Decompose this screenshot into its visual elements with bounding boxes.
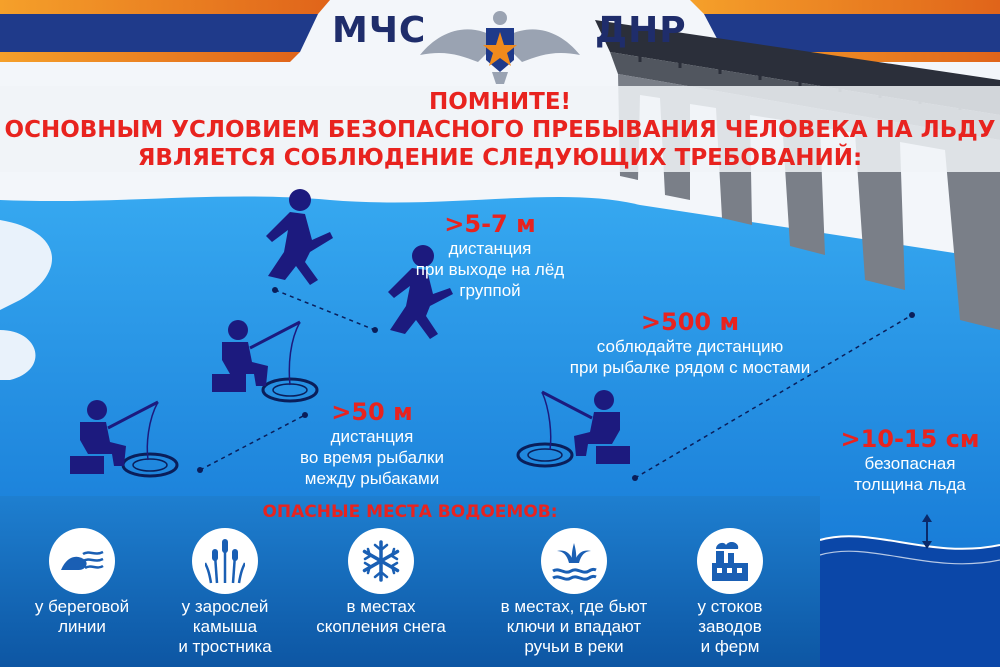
- fishing-distance-line: во время рыбалки: [300, 448, 444, 467]
- place-reeds: [140, 528, 310, 657]
- spring-icon: [541, 528, 607, 594]
- bridge-distance-label: [550, 308, 830, 378]
- group-distance-line: группой: [459, 281, 521, 300]
- header-stripes-left: [0, 0, 330, 62]
- fishing-distance-line: дистанция: [330, 427, 414, 446]
- ice-thickness-line: толщина льда: [854, 475, 966, 494]
- header-right-text: ДНР: [595, 10, 687, 51]
- place-label: у береговой линии: [34, 597, 130, 636]
- place-label: у стоков заводов и ферм: [697, 597, 763, 656]
- group-distance-value: >5-7 м: [444, 210, 536, 238]
- header-left-text: МЧС: [332, 10, 427, 51]
- banner-line-3: ЯВЛЯЕТСЯ СОБЛЮДЕНИЕ СЛЕДУЮЩИХ ТРЕБОВАНИЙ:: [137, 145, 863, 171]
- banner-line-1: ПОМНИТЕ!: [428, 89, 572, 115]
- banner-line-2: ОСНОВНЫМ УСЛОВИЕМ БЕЗОПАСНОГО ПРЕБЫВАНИЯ ЧЕЛОВЕКА НА ЛЬДУ: [4, 117, 996, 143]
- reeds-icon: [192, 528, 258, 594]
- ice-thickness-line: безопасная: [864, 454, 956, 473]
- group-distance-line: при выходе на лёд: [415, 260, 565, 279]
- place-factories: [645, 528, 815, 657]
- bridge-distance-value: >500 м: [640, 308, 740, 336]
- place-label: у зарослей камыша и тростника: [178, 597, 272, 656]
- group-distance-line: дистанция: [448, 239, 532, 258]
- fishing-distance-label: [272, 398, 472, 489]
- ice-section: [820, 536, 1000, 667]
- place-snow: [296, 528, 466, 637]
- fishing-distance-value: >50 м: [331, 398, 413, 426]
- bridge-distance-line: соблюдайте дистанцию: [596, 337, 784, 356]
- place-label: в местах, где бьют ключи и впадают ручьи в реки: [500, 597, 648, 656]
- dangerous-places-title: ОПАСНЫЕ МЕСТА ВОДОЕМОВ:: [262, 502, 558, 522]
- fishing-distance-line: между рыбаками: [304, 469, 440, 488]
- snowflake-icon: [348, 528, 414, 594]
- ice-thickness-value: >10-15 см: [840, 425, 980, 453]
- place-label: в местах скопления снега: [316, 597, 446, 636]
- ice-thickness-label: [820, 425, 1000, 495]
- warning-banner: [0, 88, 1000, 172]
- bridge-distance-line: при рыбалке рядом с мостами: [569, 358, 811, 377]
- shoreline-icon: [49, 528, 115, 594]
- place-springs: [489, 528, 659, 657]
- factory-icon: [697, 528, 763, 594]
- group-distance-label: [400, 210, 580, 301]
- dangerous-places-panel: [0, 496, 820, 667]
